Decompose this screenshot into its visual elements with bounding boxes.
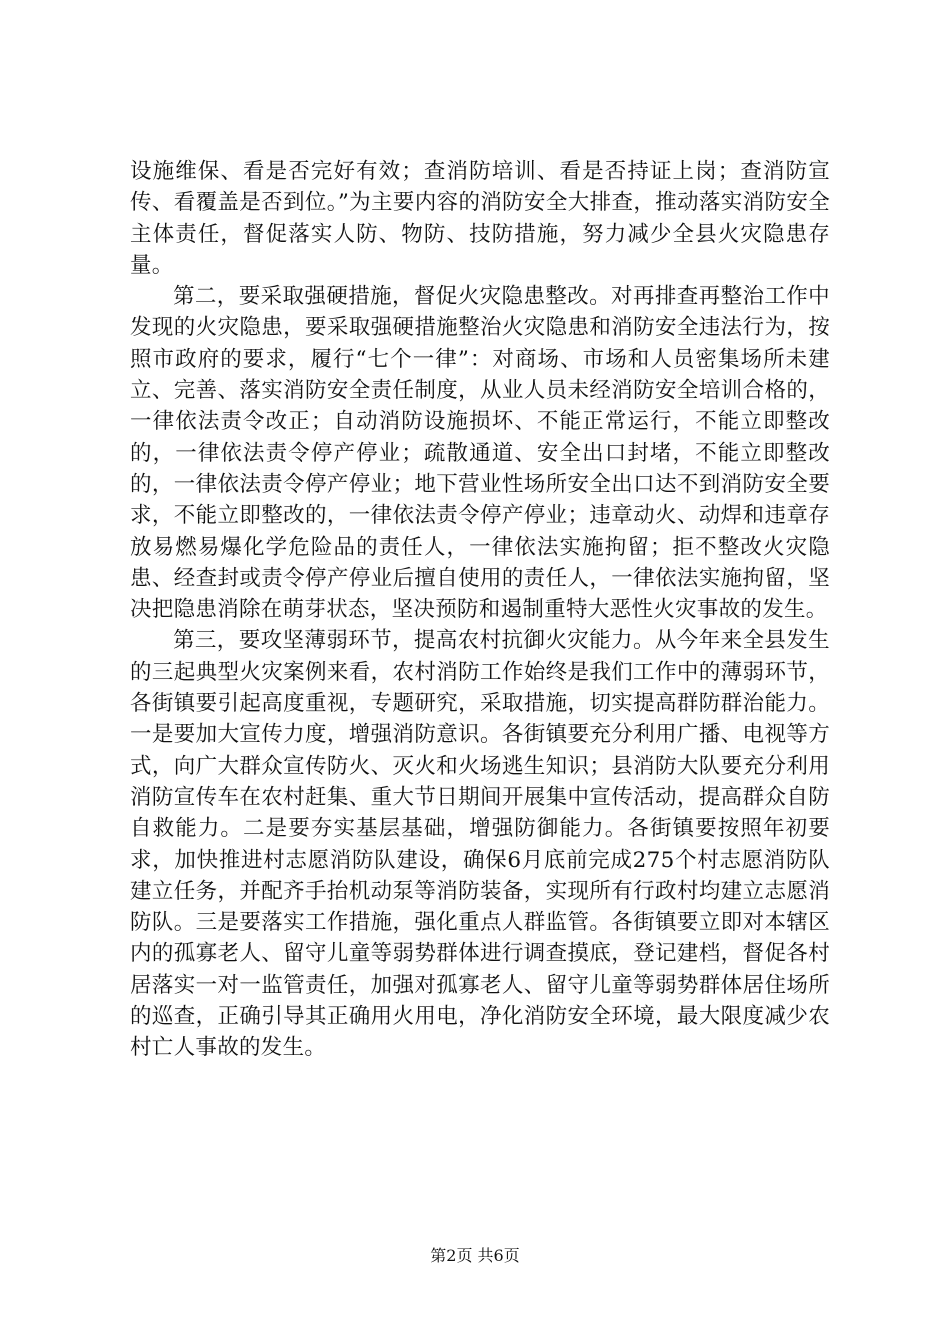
paragraph-second-measure: 第二，要采取强硬措施，督促火灾隐患整改。对再排查再整治工作中发现的火灾隐患，要采取强硬措施整治火灾隐患和消防安全违法行为，按照市政府的要求，履行“七个一律”：对商场、市场和人员密集场所未建立、完善、落实消防安全责任制度，从业人员未经消防安全培训合格的，一律依法责令改正；自动消防设施损坏、不能正常运行，不能立即整改的，一律依法责令停产停业；疏散通道、安全出口封堵，不能立即整改的，一律依法责令停产停业；地下营业性场所安全出口达不到消防安全要求，不能立即整改的，一律依法责令停产停业；违章动火、动焊和违章存放易燃易爆化学危险品的责任人，一律依法实施拘留；拒不整改火灾隐患、经查封或责令停产停业后擅自使用的责任人，一律依法实施拘留，坚决把隐患消除在萌芽状态，坚决预防和遏制重特大恶性火灾事故的发生。: [130, 284, 830, 623]
document-body: [130, 156, 830, 1064]
paragraph-third-measure: 第三，要攻坚薄弱环节，提高农村抗御火灾能力。从今年来全县发生的三起典型火灾案例来看，农村消防工作始终是我们工作中的薄弱环节，各街镇要引起高度重视，专题研究，采取措施，切实提高群防群治能力。一是要加大宣传力度，增强消防意识。各街镇要充分利用广播、电视等方式，向广大群众宣传防火、灭火和火场逃生知识；县消防大队要充分利用消防宣传车在农村赶集、重大节日期间开展集中宣传活动，提高群众自防自救能力。二是要夯实基层基础，增强防御能力。各街镇要按照年初要求，加快推进村志愿消防队建设，确保6月底前完成275个村志愿消防队建立任务，并配齐手抬机动泵等消防装备，实现所有行政村均建立志愿消防队。三是要落实工作措施，强化重点人群监管。各街镇要立即对本辖区内的孤寡老人、留守儿童等弱势群体进行调查摸底，登记建档，督促各村居落实一对一监管责任，加强对孤寡老人、留守儿童等弱势群体居住场所的巡查，正确引导其正确用火用电，净化消防安全环境，最大限度减少农村亡人事故的发生。: [130, 628, 830, 1061]
page-footer: 第2页 共6页: [430, 1246, 520, 1265]
paragraph-continued: 设施维保、看是否完好有效；查消防培训、看是否持证上岗；查消防宣传、看覆盖是否到位。”为主要内容的消防安全大排查，推动落实消防安全主体责任，督促落实人防、物防、技防措施，努力减少全县火灾隐患存量。: [130, 159, 830, 278]
